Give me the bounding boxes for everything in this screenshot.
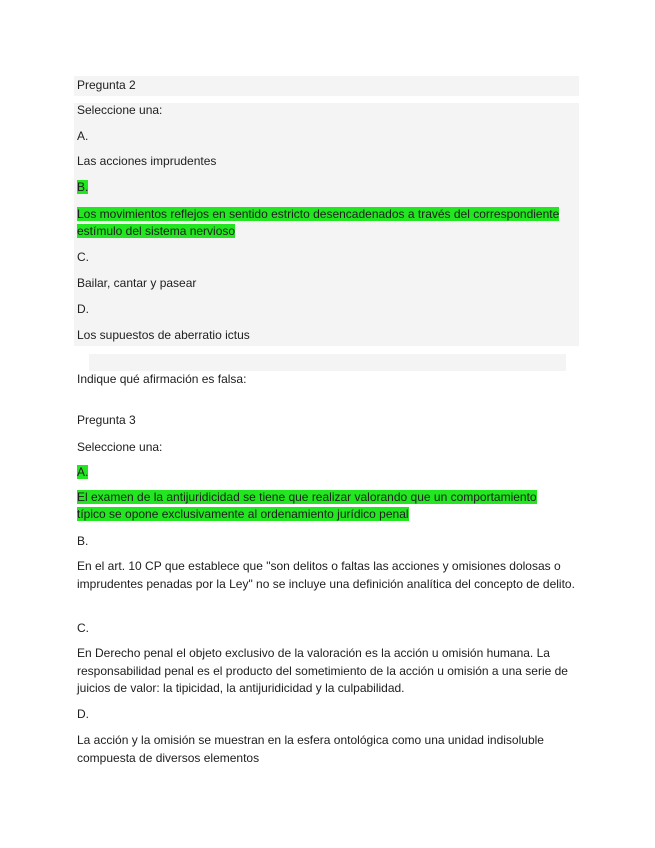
option-letter[interactable]: C. [77, 621, 89, 635]
question-prompt: Indique qué afirmación es falsa: [77, 372, 247, 386]
q2-header-band [74, 76, 579, 96]
correct-highlight: El examen de la antijuridicidad se tiene que realizar valorando que un comportamiento típico se opone exclusivamente al ordenamiento jurídico penal [77, 490, 537, 521]
option-letter[interactable]: B. [77, 534, 89, 548]
correct-highlight: A. [77, 465, 89, 479]
select-one-label: Seleccione una: [77, 440, 163, 454]
option-text[interactable]: La acción y la omisión se muestran en la esfera ontológica como una unidad indisoluble compuesta de diversos elementos [77, 733, 544, 765]
option-text-correct[interactable] [77, 489, 557, 523]
option-letter[interactable]: A. [77, 129, 89, 143]
option-letter[interactable]: D. [77, 707, 89, 721]
option-letter-correct[interactable] [77, 464, 88, 481]
correct-highlight: Los movimientos reflejos en sentido estricto desencadenados a través del correspondiente estímulo del sistema nervioso [77, 207, 560, 238]
q3-prompt-band [89, 354, 566, 371]
option-text[interactable]: Bailar, cantar y pasear [77, 276, 197, 290]
question-title: Pregunta 2 [77, 78, 136, 92]
option-text-correct[interactable] [77, 206, 582, 240]
option-text[interactable]: Los supuestos de aberratio ictus [77, 328, 250, 342]
option-text[interactable]: En Derecho penal el objeto exclusivo de la valoración es la acción u omisión humana. La responsabilidad penal es el producto del sometimiento de la acción u omisión a una serie de juicios de valor: la tipicidad, la antijuridicidad y la culpabilidad. [77, 646, 568, 695]
option-letter[interactable]: D. [77, 302, 89, 316]
question-title: Pregunta 3 [77, 413, 136, 427]
correct-highlight: B. [77, 180, 89, 194]
option-letter[interactable]: C. [77, 250, 89, 264]
option-text[interactable]: En el art. 10 CP que establece que "son delitos o faltas las acciones y omisiones dolosas o imprudentes penadas por la Ley" no se incluye una definición analítica del concepto de delito. [77, 559, 575, 591]
option-letter-correct[interactable] [77, 179, 88, 196]
select-one-label: Seleccione una: [77, 103, 163, 117]
option-text[interactable]: Las acciones imprudentes [77, 154, 217, 168]
